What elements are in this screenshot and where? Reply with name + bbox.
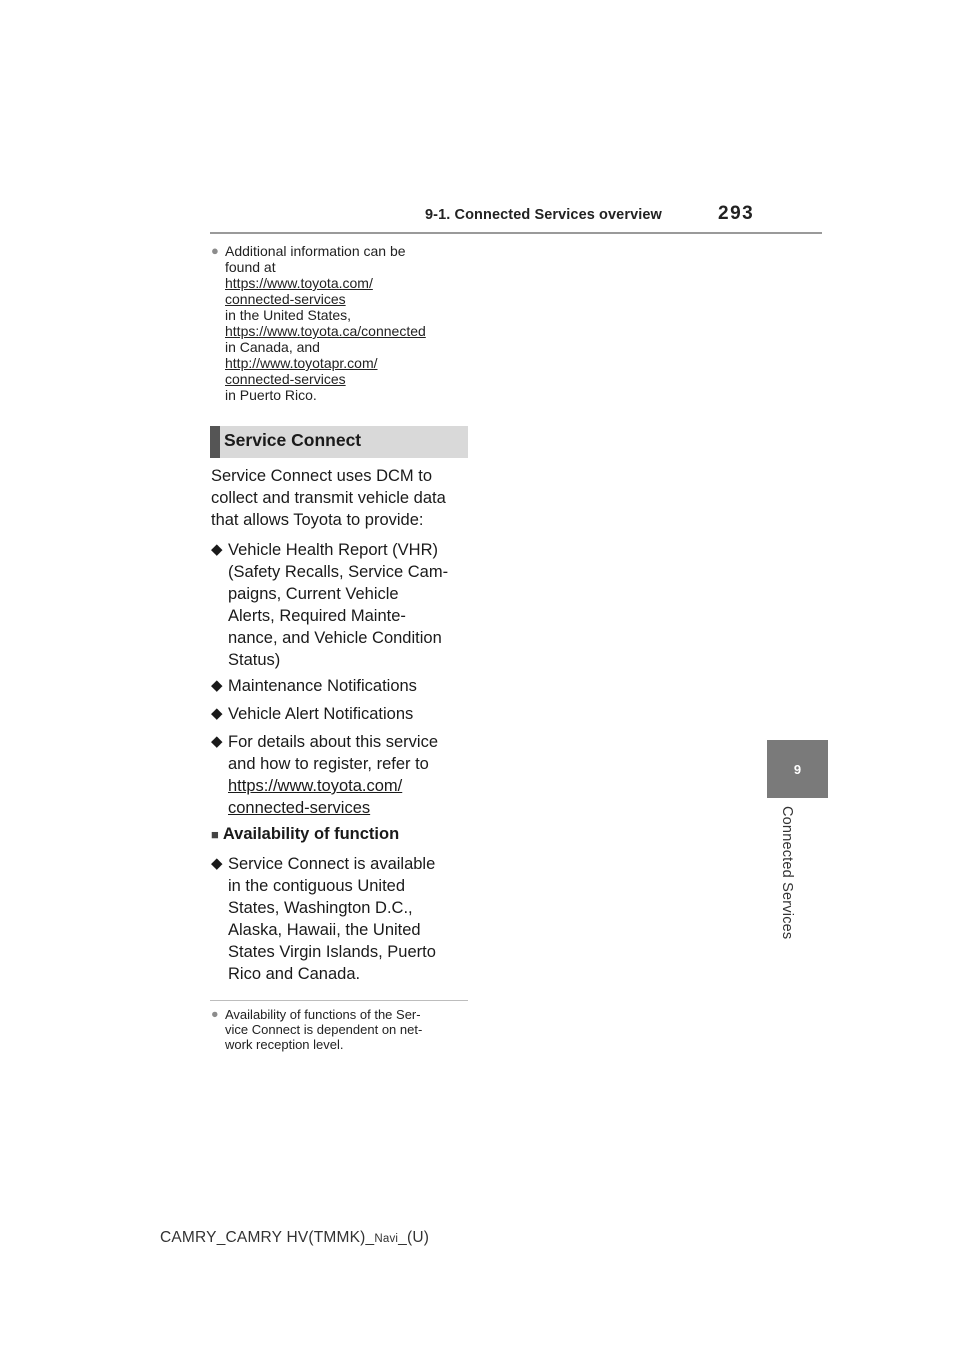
intro-line: that allows Toyota to provide:	[211, 511, 424, 529]
diamond-bullet-icon: ◆	[211, 541, 223, 558]
header-rule	[210, 232, 822, 234]
link-toyota-com[interactable]: https://www.toyota.com/	[228, 777, 403, 795]
footer-model-variant: Navi	[374, 1233, 399, 1245]
note-line: in Canada, and	[225, 339, 320, 355]
item-line: and how to register, refer to	[228, 755, 429, 773]
note-line: in the United States,	[225, 307, 352, 323]
page-footer	[160, 1229, 800, 1247]
footer-model: CAMRY_CAMRY HV(TMMK)_	[160, 1229, 375, 1246]
section-title: 9-1. Connected Services overview	[425, 207, 662, 223]
circle-bullet-icon: ●	[211, 243, 219, 258]
link-toyotapr-cont[interactable]: connected-services	[225, 371, 346, 387]
item-line: Service Connect is available	[228, 855, 436, 873]
diamond-bullet-icon: ◆	[211, 705, 223, 722]
link-toyotapr[interactable]: http://www.toyotapr.com/	[225, 355, 378, 371]
top-note	[211, 243, 473, 403]
item-line: Alaska, Hawaii, the United	[228, 921, 421, 939]
separator	[210, 1000, 468, 1001]
item-line: Status)	[228, 651, 281, 669]
link-toyota-com-cont[interactable]: connected-services	[225, 291, 346, 307]
diamond-bullet-icon: ◆	[211, 733, 223, 750]
list-item	[211, 731, 473, 819]
item-line: in the contiguous United	[228, 877, 406, 895]
section-heading-bar	[210, 426, 220, 458]
item-line: States, Washington D.C.,	[228, 899, 413, 917]
subheading	[211, 825, 399, 844]
item-line: paigns, Current Vehicle	[228, 585, 399, 603]
page-number: 293	[718, 203, 755, 224]
item-line: Vehicle Alert Notifications	[228, 705, 414, 723]
footnote	[211, 1007, 473, 1052]
item-line: Rico and Canada.	[228, 965, 361, 983]
link-toyota-com[interactable]: https://www.toyota.com/	[225, 275, 373, 291]
chapter-tab: 9	[767, 740, 828, 798]
footnote-line: work reception level.	[225, 1037, 344, 1052]
diamond-bullet-icon: ◆	[211, 855, 223, 872]
list-item	[211, 539, 473, 671]
item-line: nance, and Vehicle Condition	[228, 629, 442, 647]
list-item	[211, 675, 473, 697]
note-line: in Puerto Rico.	[225, 387, 317, 403]
footer-model-region: _(U)	[398, 1229, 430, 1246]
list-item	[211, 853, 473, 985]
square-bullet-icon: ■	[211, 827, 219, 842]
item-line: Maintenance Notifications	[228, 677, 417, 695]
link-toyota-ca[interactable]: https://www.toyota.ca/connected	[225, 323, 426, 339]
item-line: For details about this service	[228, 733, 439, 751]
item-line: Vehicle Health Report (VHR)	[228, 541, 439, 559]
intro-line: Service Connect uses DCM to	[211, 467, 433, 485]
circle-bullet-icon: ●	[211, 1007, 219, 1021]
link-toyota-com-cont[interactable]: connected-services	[228, 799, 371, 817]
intro-paragraph	[211, 465, 473, 531]
chapter-label: Connected Services	[779, 806, 795, 940]
item-line: States Virgin Islands, Puerto	[228, 943, 436, 961]
diamond-bullet-icon: ◆	[211, 677, 223, 694]
item-line: Alerts, Required Mainte-	[228, 607, 406, 625]
note-line: found at	[225, 259, 276, 275]
section-heading: Service Connect	[224, 430, 362, 450]
note-line: Additional information can be	[225, 243, 406, 259]
footnote-line: vice Connect is dependent on net-	[225, 1022, 423, 1037]
intro-line: collect and transmit vehicle data	[211, 489, 446, 507]
footnote-line: Availability of functions of the Ser-	[225, 1007, 421, 1022]
item-line: (Safety Recalls, Service Cam-	[228, 563, 449, 581]
list-item	[211, 703, 473, 725]
subheading-text: Availability of function	[222, 825, 400, 843]
